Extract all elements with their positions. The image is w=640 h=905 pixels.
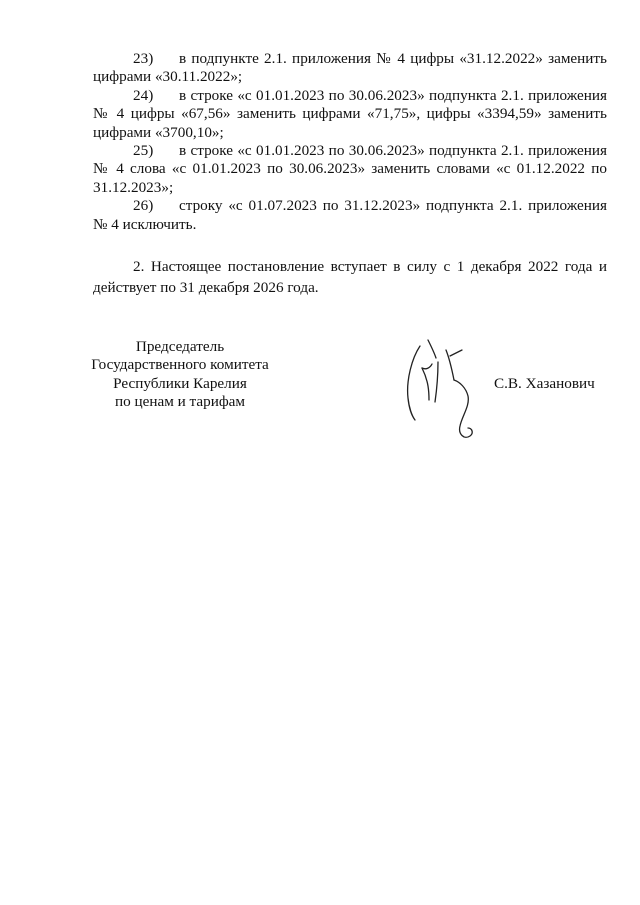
amendment-item-26 [93, 197, 607, 234]
amendment-item-23 [93, 50, 607, 87]
amendment-item-24 [93, 87, 607, 142]
signatory-title [80, 338, 280, 412]
amendment-item-25 [93, 142, 607, 197]
amendment-number: 25) [133, 142, 154, 160]
signer-name: С.В. Хазанович [494, 375, 595, 392]
amendment-number: 23) [133, 50, 154, 67]
signatory-title-line: по ценам и тарифам [114, 393, 246, 411]
amendment-number: 26) [133, 197, 154, 215]
handwritten-signature [398, 336, 508, 446]
document-body [93, 50, 607, 298]
signatory-title-line: Председатель [135, 338, 225, 355]
amendment-text: в строке «с 01.01.2023 по 30.06.2023» подпункта 2.1. приложения № 4 слова «с 01.01.2023 по 30.06.2023» заменить словами «с 01.12.2022 по 31.12.2023»; [93, 142, 607, 196]
amendment-text: строку «с 01.07.2023 по 31.12.2023» подпункта 2.1. приложения № 4 исключить. [93, 197, 607, 233]
effective-date-clause: 2. Настоящее постановление вступает в силу с 1 декабря 2022 года и действует по 31 декабря 2026 года. [93, 258, 607, 297]
signatory-title-line: Республики Карелия [113, 374, 247, 392]
amendment-number: 24) [133, 86, 154, 104]
amendment-text: в подпункте 2.1. приложения № 4 цифры «31.12.2022» заменить цифрами «30.11.2022»; [93, 50, 607, 86]
amendment-text: в строке «с 01.01.2023 по 30.06.2023» подпункта 2.1. приложения № 4 цифры «67,56» заменить цифрами «71,75», цифры «3394,59» заменить цифрами «3700,10»; [93, 86, 607, 141]
signatory-title-line: Государственного комитета [91, 356, 269, 374]
